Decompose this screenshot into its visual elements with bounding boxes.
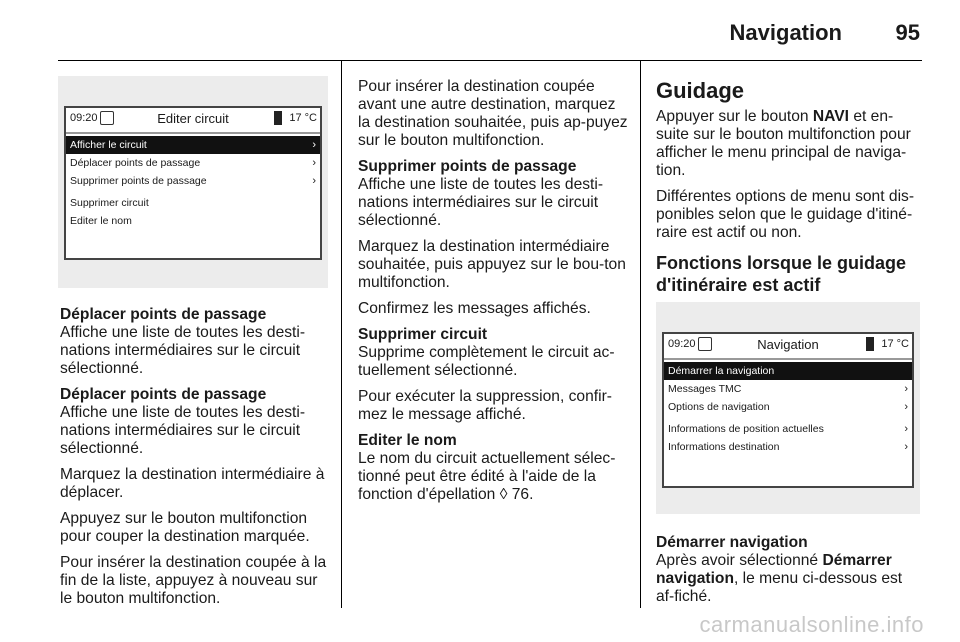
temperature: 17 °C [289, 112, 317, 124]
lcd-menu-item[interactable] [66, 172, 320, 190]
section-heading: Déplacer points de passage [60, 306, 267, 323]
lcd-statusbar [664, 334, 912, 358]
paragraph: Affiche une liste de toutes les desti-nations intermédiaires sur le circuit sélectionné. [60, 404, 306, 457]
lcd-menu-item-label: Déplacer points de passage [70, 157, 201, 169]
lcd-menu [66, 136, 320, 230]
paragraph: Marquez la destination intermédiaire à déplacer. [60, 466, 325, 501]
page-reference[interactable]: 76. [507, 486, 534, 503]
page-number: 95 [895, 20, 920, 45]
lcd-menu-item[interactable] [664, 438, 912, 456]
section-heading: Supprimer circuit [358, 326, 488, 343]
section-heading: Démarrer navigation [656, 534, 808, 551]
chevron-right-icon: › [904, 441, 908, 453]
subsection-title: Fonctions lorsque le guidage d'itinéraire est actif [656, 253, 907, 295]
paragraph [358, 450, 628, 504]
paragraph: Affiche une liste de toutes les desti-nations intermédiaires sur le circuit sélectionné. [60, 324, 306, 377]
lcd-separator [66, 132, 320, 134]
chevron-right-icon: › [312, 157, 316, 169]
lcd-menu-item[interactable] [664, 380, 912, 398]
paragraph-text: Après avoir sélectionné [656, 552, 823, 569]
column-3-bottom [656, 534, 922, 614]
lcd-menu-item-label: Informations destination [668, 441, 780, 453]
paragraph: Appuyez sur le bouton multifonction pour couper la destination marquée. [60, 510, 310, 545]
lcd-menu-item-label: Supprimer circuit [70, 197, 149, 209]
clock: 09:20 [70, 112, 98, 124]
column-2 [358, 78, 628, 512]
lcd-menu-item[interactable] [66, 136, 320, 154]
paragraph: Affiche une liste de toutes les desti-nations intermédiaires sur le circuit sélectionné. [358, 176, 604, 229]
paragraph [656, 552, 922, 606]
paragraph: Supprime complètement le circuit ac-tuellement sélectionné. [358, 344, 615, 379]
lcd-menu-item-label: Supprimer points de passage [70, 175, 207, 187]
lcd-display [64, 106, 322, 260]
lcd-menu-item[interactable] [664, 398, 912, 416]
chevron-right-icon: › [904, 401, 908, 413]
section-heading: Supprimer points de passage [358, 158, 577, 175]
lcd-separator [664, 358, 912, 360]
chevron-right-icon: › [312, 175, 316, 187]
lcd-menu-item[interactable] [664, 362, 912, 380]
paragraph: Pour insérer la destination coupée à la fin de la liste, appuyez à nouveau sur le bouton multifonction. [60, 554, 327, 607]
section-heading: Déplacer points de passage [60, 386, 267, 403]
column-3 [656, 78, 922, 296]
lcd-title: Editer circuit [157, 111, 229, 126]
paragraph-text: et en-suite sur le bouton multifonction pour afficher le menu principal de naviga-tion. [656, 108, 911, 179]
lcd-menu-item[interactable] [66, 212, 320, 230]
column-divider-2 [640, 60, 641, 608]
section-heading: Editer le nom [358, 432, 457, 449]
paragraph: Marquez la destination intermédiaire souhaitée, puis appuyez sur le bou-ton multifonction. [358, 238, 626, 291]
lcd-menu-item-label: Démarrer la navigation [668, 365, 775, 377]
chevron-right-icon: › [312, 139, 316, 151]
chevron-right-icon: › [904, 423, 908, 435]
thermometer-icon [274, 111, 282, 125]
lcd-menu-item-label: Informations de position actuelles [668, 423, 824, 435]
lcd-menu-item-label: Editer le nom [70, 215, 132, 227]
paragraph: Pour exécuter la suppression, confir-mez le message affiché. [358, 388, 612, 423]
screen-image-editer-circuit [58, 76, 328, 288]
lcd-menu-item[interactable] [664, 420, 912, 438]
temperature: 17 °C [881, 338, 909, 350]
button-name: NAVI [812, 108, 850, 125]
lcd-menu [664, 362, 912, 456]
lcd-title: Navigation [757, 337, 819, 352]
lcd-statusbar [66, 108, 320, 132]
lcd-menu-item-label: Afficher le circuit [70, 139, 147, 151]
page-reference-icon[interactable]: ◊ [499, 486, 508, 503]
paragraph-text: Appuyer sur le bouton [656, 108, 813, 125]
lcd-menu-item-label: Messages TMC [668, 383, 742, 395]
section-title: Guidage [656, 78, 745, 103]
header-divider [58, 60, 922, 61]
clock: 09:20 [668, 338, 696, 350]
paragraph-text: , le menu ci-dessous est af-fiché. [656, 570, 903, 605]
lcd-menu-item[interactable] [66, 194, 320, 212]
lcd-menu-item-label: Options de navigation [668, 401, 770, 413]
chevron-right-icon: › [904, 383, 908, 395]
lcd-display [662, 332, 914, 488]
paragraph-text: Le nom du circuit actuellement sélec-tionné peut être édité à l'aide de la fonction d'épellation [358, 450, 616, 503]
lcd-menu-item[interactable] [66, 154, 320, 172]
screen-image-navigation [656, 302, 920, 514]
column-divider-1 [341, 60, 342, 608]
thermometer-icon [866, 337, 874, 351]
column-1 [60, 306, 330, 616]
watermark: carmanualsonline.info [699, 612, 924, 637]
paragraph: Différentes options de menu sont dis-ponibles selon que le guidage d'itiné-raire est actif ou non. [656, 188, 915, 241]
paragraph: Pour insérer la destination coupée avant une autre destination, marquez la destination souhaitée, puis ap-puyez sur le bouton multifonction. [358, 78, 628, 149]
page-title: Navigation [729, 20, 842, 45]
page-header [0, 0, 960, 62]
paragraph [656, 108, 922, 180]
paragraph: Confirmez les messages affichés. [358, 300, 591, 317]
menu-name: Démarrer navigation [656, 552, 892, 587]
